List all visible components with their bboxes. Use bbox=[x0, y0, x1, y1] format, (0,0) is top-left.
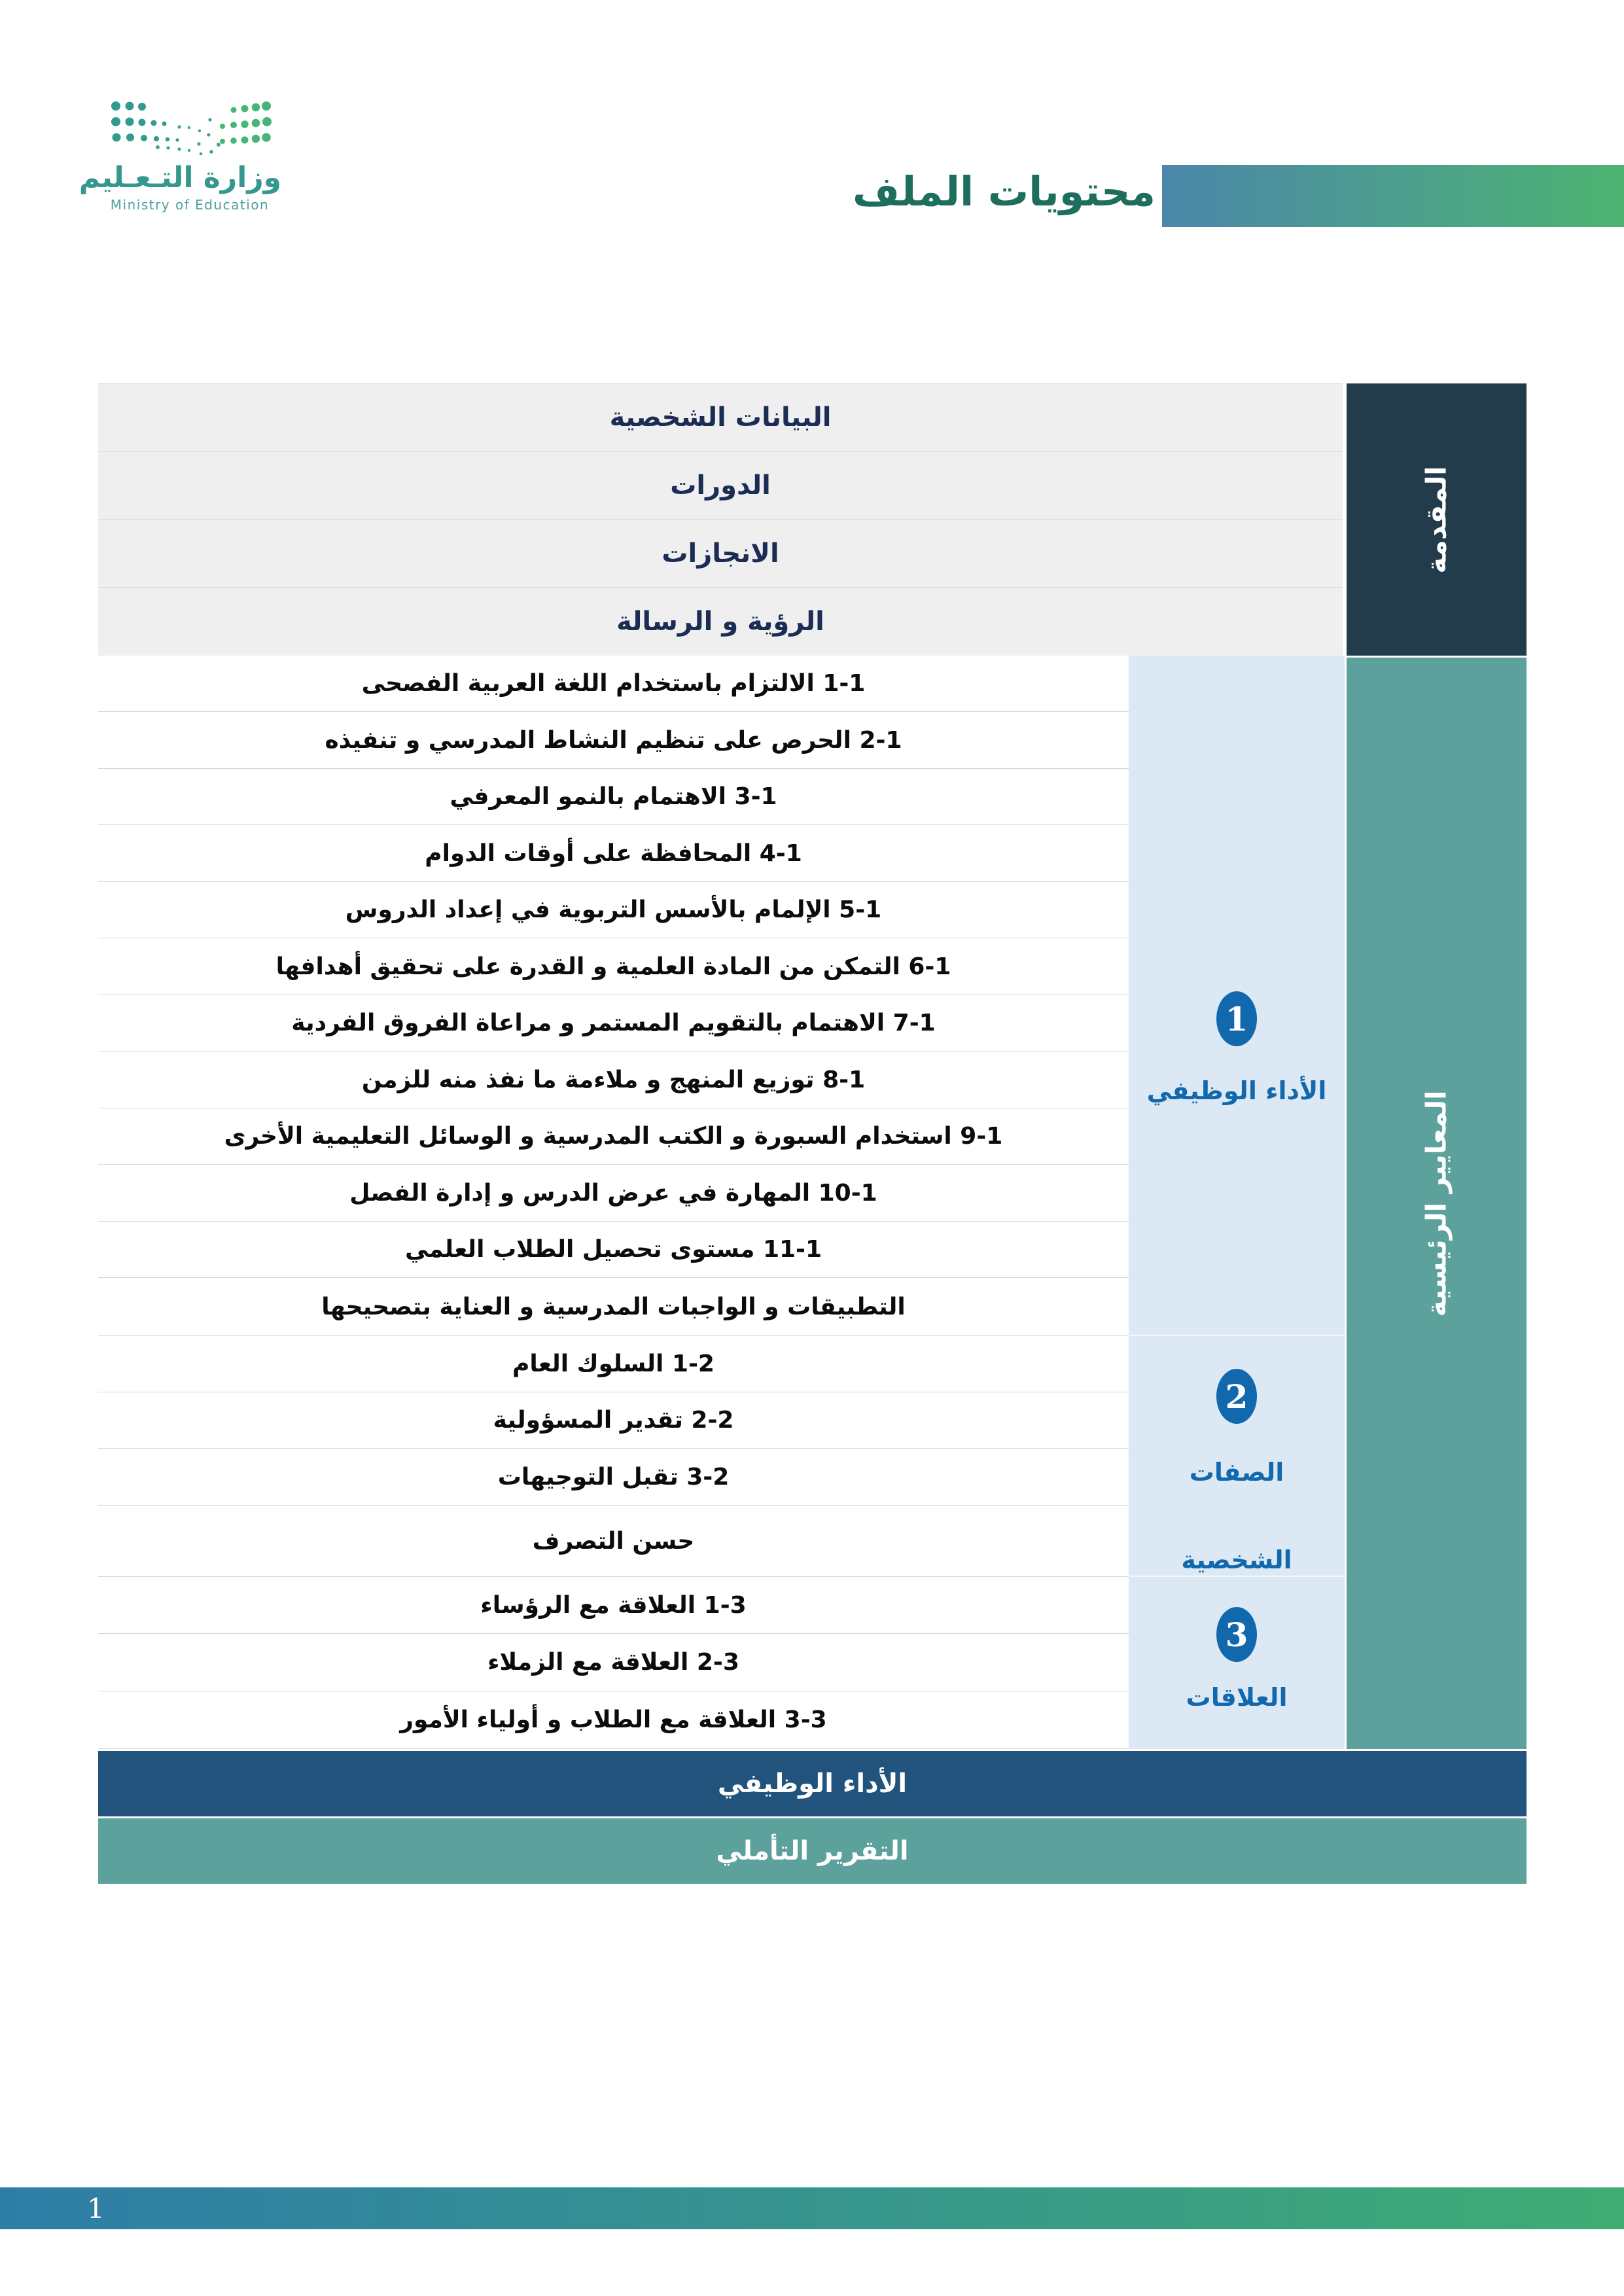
section-2-label-line-2: الشخصية bbox=[1181, 1545, 1292, 1574]
ministry-logo-arabic-wordmark: وزارة التـعـليم bbox=[79, 161, 281, 194]
criterion-row: 10-1 المهارة في عرض الدرس و إدارة الفصل bbox=[98, 1165, 1129, 1222]
intro-row-achievements: الانجازات bbox=[98, 520, 1343, 588]
section-3-label: العلاقات bbox=[1186, 1683, 1288, 1712]
criterion-row: 2-2 تقدير المسؤولية bbox=[98, 1392, 1129, 1449]
section-3-number-badge: 3 bbox=[1216, 1607, 1257, 1662]
intro-side-label: المقدمة bbox=[1420, 465, 1453, 574]
criterion-row: 1-3 العلاقة مع الرؤساء bbox=[98, 1577, 1129, 1634]
section-cell-3 bbox=[1129, 1577, 1345, 1749]
criterion-row: 9-1 استخدام السبورة و الكتب المدرسية و الوسائل التعليمية الأخرى bbox=[98, 1108, 1129, 1165]
criterion-row: 8-1 توزيع المنهج و ملاءمة ما نفذ منه للزمن bbox=[98, 1051, 1129, 1108]
criterion-row: 3-3 العلاقة مع الطلاب و أولياء الأمور bbox=[98, 1691, 1129, 1749]
criterion-row: 3-2 تقبل التوجيهات bbox=[98, 1449, 1129, 1506]
section-1-label: الأداء الوظيفي bbox=[1146, 1076, 1327, 1105]
intro-row-personal-data: البيانات الشخصية bbox=[98, 383, 1343, 451]
bottom-bar-reflective-report: التقرير التأملي bbox=[98, 1818, 1527, 1884]
criterion-row: 2-3 العلاقة مع الزملاء bbox=[98, 1634, 1129, 1691]
intro-row-courses: الدورات bbox=[98, 451, 1343, 520]
page-number: 1 bbox=[87, 2193, 105, 2225]
criterion-row: 11-1 مستوى تحصيل الطلاب العلمي bbox=[98, 1222, 1129, 1278]
page-title: محتويات الملف bbox=[853, 168, 1156, 215]
section-2-label-line-1: الصفات bbox=[1189, 1458, 1284, 1487]
criterion-row: 1-1 الالتزام باستخدام اللغة العربية الفصحى bbox=[98, 656, 1129, 712]
bottom-bar-job-performance: الأداء الوظيفي bbox=[98, 1751, 1527, 1816]
section-1-number-badge: 1 bbox=[1216, 991, 1257, 1046]
criterion-row: 3-1 الاهتمام بالنمو المعرفي bbox=[98, 769, 1129, 825]
criterion-row: التطبيقات و الواجبات المدرسية و العناية بتصحيحها bbox=[98, 1278, 1129, 1336]
criterion-row: 6-1 التمكن من المادة العلمية و القدرة على تحقيق أهدافها bbox=[98, 938, 1129, 995]
criterion-row: 2-1 الحرص على تنظيم النشاط المدرسي و تنفيذه bbox=[98, 712, 1129, 769]
criterion-row: 1-2 السلوك العام bbox=[98, 1336, 1129, 1392]
intro-side-cell bbox=[1347, 383, 1527, 656]
criterion-row: 4-1 المحافظة على أوقات الدوام bbox=[98, 825, 1129, 882]
ministry-logo bbox=[79, 92, 281, 213]
ministry-logo-dots-icon bbox=[105, 92, 275, 157]
footer-gradient-bar bbox=[0, 2187, 1624, 2229]
criterion-row: حسن التصرف bbox=[98, 1506, 1129, 1577]
criterion-row: 5-1 الإلمام بالأسس التربوية في إعداد الدروس bbox=[98, 882, 1129, 938]
intro-row-vision-mission: الرؤية و الرسالة bbox=[98, 588, 1343, 656]
ministry-logo-english-wordmark: Ministry of Education bbox=[110, 197, 270, 213]
title-gradient-bar bbox=[1162, 165, 1624, 227]
main-side-cell bbox=[1347, 658, 1527, 1749]
section-2-number-badge: 2 bbox=[1216, 1369, 1257, 1424]
main-side-label: المعايير الرئيسية bbox=[1421, 1089, 1453, 1317]
criterion-row: 7-1 الاهتمام بالتقويم المستمر و مراعاة الفروق الفردية bbox=[98, 995, 1129, 1051]
